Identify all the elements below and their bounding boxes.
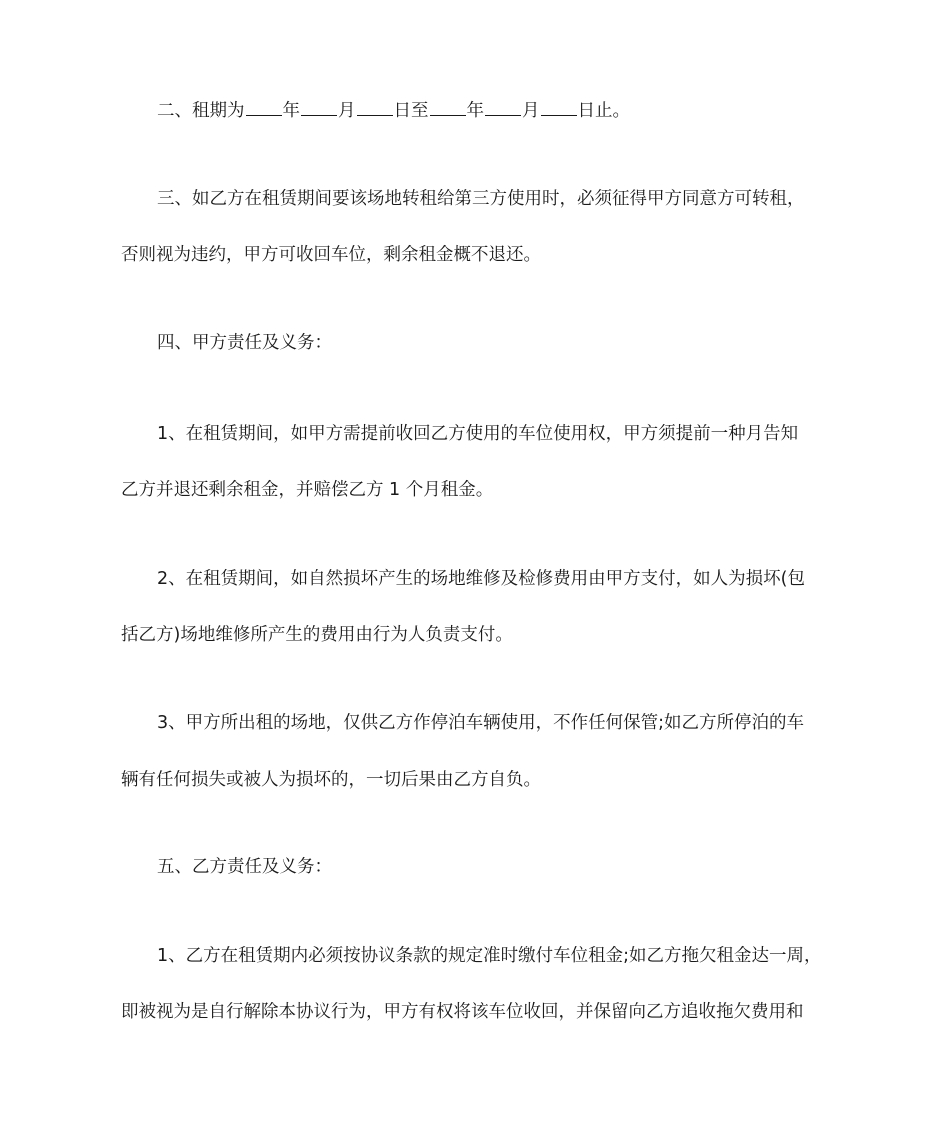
blank-start-year xyxy=(246,98,282,116)
party-a-item2-line2: 括乙方)场地维修所产生的费用由行为人负责支付。 xyxy=(121,625,513,645)
party-a-item1-line2: 乙方并退还剩余租金，并赔偿乙方 1 个月租金。 xyxy=(121,480,494,500)
blank-end-year xyxy=(430,98,466,116)
blank-start-month xyxy=(301,98,337,116)
party-a-item3-line2: 辆有任何损失或被人为损坏的，一切后果由乙方自负。 xyxy=(121,770,541,790)
unit-month-end: 月 xyxy=(522,101,540,121)
unit-day-end: 日止。 xyxy=(577,101,630,121)
party-a-item2-line1: 2、在租赁期间，如自然损坏产生的场地维修及检修费用由甲方支付，如人为损坏(包 xyxy=(157,569,805,589)
clause-sublease-line1: 三、如乙方在租赁期间要该场地转租给第三方使用时，必须征得甲方同意方可转租， xyxy=(157,189,805,209)
blank-end-day xyxy=(541,98,577,116)
unit-month-start: 月 xyxy=(338,101,356,121)
party-b-item1-line2: 即被视为是自行解除本协议行为，甲方有权将该车位收回，并保留向乙方追收拖欠费用和 xyxy=(121,1002,804,1022)
unit-year-end: 年 xyxy=(466,101,484,121)
lease-term-prefix: 二、租期为 xyxy=(157,101,245,121)
unit-year-start: 年 xyxy=(282,101,300,121)
party-b-item1-line1: 1、乙方在租赁期内必须按协议条款的规定准时缴付车位租金;如乙方拖欠租金达一周， xyxy=(157,946,822,966)
unit-day-to: 日至 xyxy=(393,101,429,121)
blank-start-day xyxy=(357,98,393,116)
clause-party-a-heading: 四、甲方责任及义务： xyxy=(157,333,332,353)
clause-sublease-line2: 否则视为违约，甲方可收回车位，剩余租金概不退还。 xyxy=(121,245,541,265)
party-a-item1-line1: 1、在租赁期间，如甲方需提前收回乙方使用的车位使用权，甲方须提前一种月告知 xyxy=(157,424,799,444)
clause-party-b-heading: 五、乙方责任及义务： xyxy=(157,857,332,877)
clause-lease-term xyxy=(157,98,833,123)
party-a-item3-line1: 3、甲方所出租的场地，仅供乙方作停泊车辆使用，不作任何保管;如乙方所停泊的车 xyxy=(157,713,805,733)
blank-end-month xyxy=(485,98,521,116)
